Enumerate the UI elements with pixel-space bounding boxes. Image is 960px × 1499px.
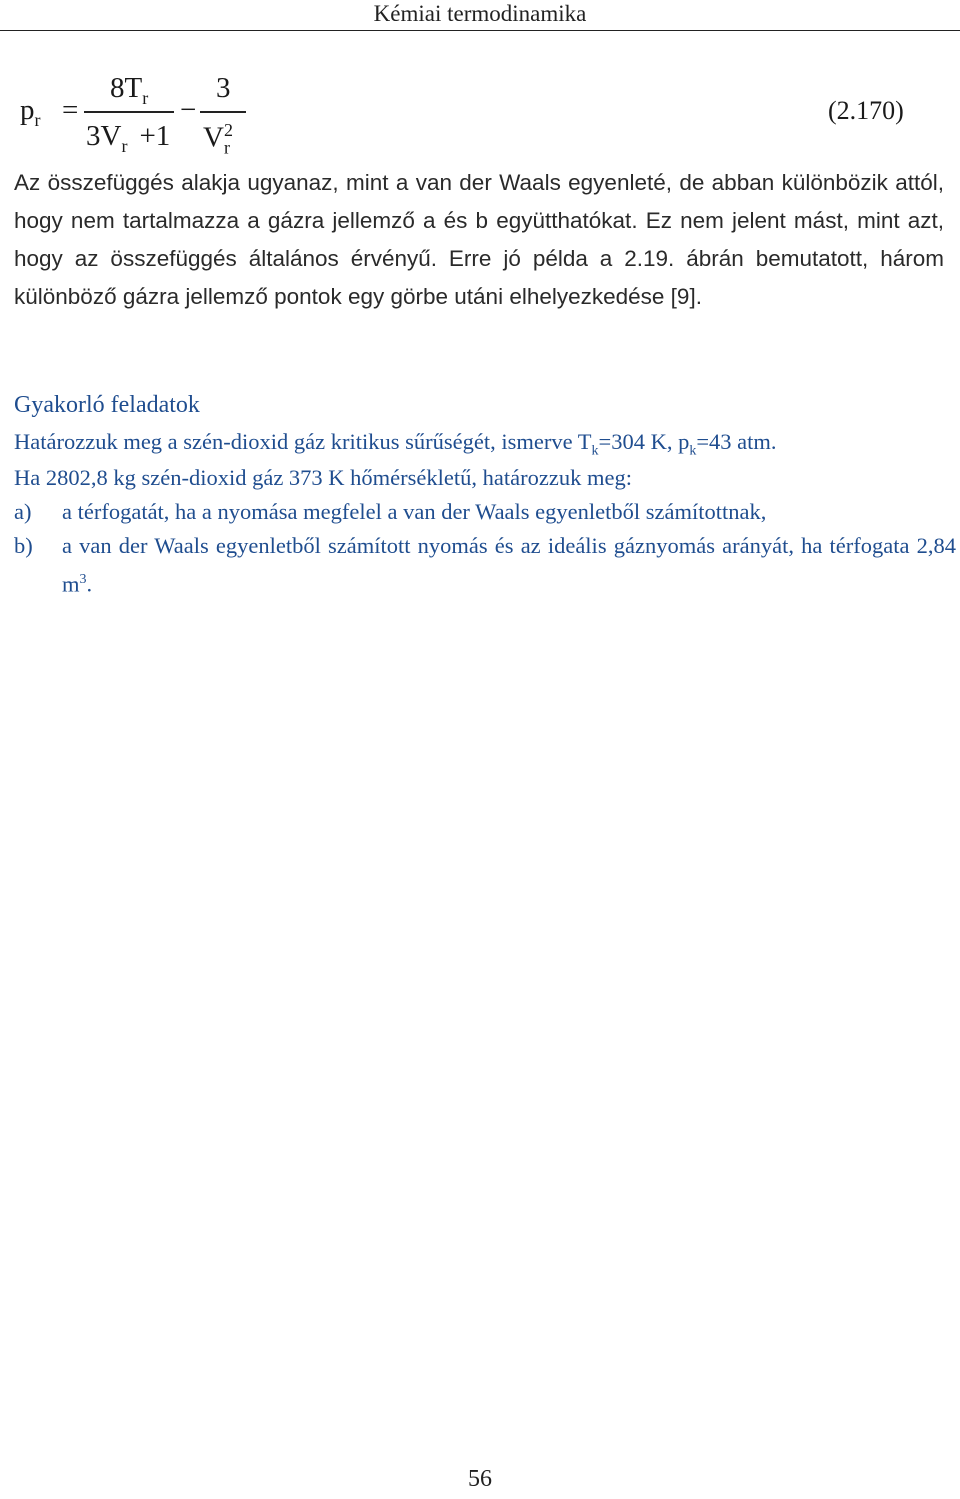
- exercise-1-text-c: =43 atm.: [696, 429, 777, 454]
- eq-frac2-numerator: 3: [216, 72, 231, 104]
- exercise-2-intro: Ha 2802,8 kg szén-dioxid gáz 373 K hőmérsékletű, határozzuk meg:: [14, 465, 632, 490]
- eq-frac1-num-text: 8T: [110, 72, 143, 104]
- eq-frac2-bar: [200, 111, 246, 113]
- running-header: [0, 0, 960, 31]
- exercise-1-sub-k1: k: [591, 443, 599, 459]
- exercise-1-text-a: Határozzuk meg a szén-dioxid gáz kritikus sűrűségét, ismerve T: [14, 429, 592, 454]
- eq-frac1-bar: [84, 111, 174, 113]
- exercise-2-item-b-sup: 3: [79, 572, 87, 587]
- eq-frac1-den-tail: +1: [139, 120, 171, 152]
- eq-frac2-den-text: V: [203, 121, 224, 154]
- exercise-2-item-b-text-b: .: [86, 571, 93, 597]
- eq-frac1-num-sub: r: [142, 87, 149, 108]
- eq-lhs-symbol: p: [20, 94, 35, 126]
- body-paragraph: Az összefüggés alakja ugyanaz, mint a van der Waals egyenleté, de abban különbözik attól, hogy nem tartalmazza a gázra jellemző a és b együtthatókat. Ez nem jelent mást, mint azt, hogy az összefüggés általános érvényű. Erre jó példa a 2.19. ábrán bemutatott, három különböző gázra jellemző pontok egy görbe utáni elhelyezkedése [9].: [14, 170, 944, 309]
- eq-lhs: [20, 94, 41, 131]
- exercise-2-item-b-label: b): [14, 533, 33, 558]
- equation-number: (2.170): [828, 96, 904, 125]
- exercise-2-item-b-text-a: a van der Waals egyenletből számított nyomás és az ideális gáznyomás arányát, ha térfogata 2,84 m: [62, 533, 956, 597]
- eq-frac1-den-text: 3V: [86, 120, 122, 152]
- page-number: 56: [468, 1466, 492, 1492]
- exercise-2-item-b-text: [62, 529, 956, 602]
- eq-minus: −: [180, 94, 197, 126]
- exercise-2-item-a-label: a): [14, 499, 32, 524]
- eq-frac1-denominator: [86, 120, 170, 157]
- equation-2-170: [0, 60, 960, 170]
- eq-lhs-subscript: r: [34, 109, 41, 130]
- header-title: Kémiai termodinamika: [373, 1, 587, 26]
- eq-frac1-den-sub: r: [121, 135, 128, 156]
- eq-frac2-den-sup: 2: [223, 120, 233, 140]
- eq-frac2-denominator: [203, 120, 233, 158]
- eq-equals: =: [62, 94, 79, 126]
- exercise-1-text-b: =304 K, p: [598, 429, 690, 454]
- exercises-title: Gyakorló feladatok: [14, 392, 200, 418]
- eq-frac1-numerator: [110, 72, 148, 109]
- exercise-2-item-a-text: a térfogatát, ha a nyomása megfelel a van der Waals egyenletből számítottnak,: [62, 499, 767, 524]
- exercise-1-sub-k2: k: [689, 443, 697, 459]
- eq-frac2-den-sub: r: [223, 137, 230, 158]
